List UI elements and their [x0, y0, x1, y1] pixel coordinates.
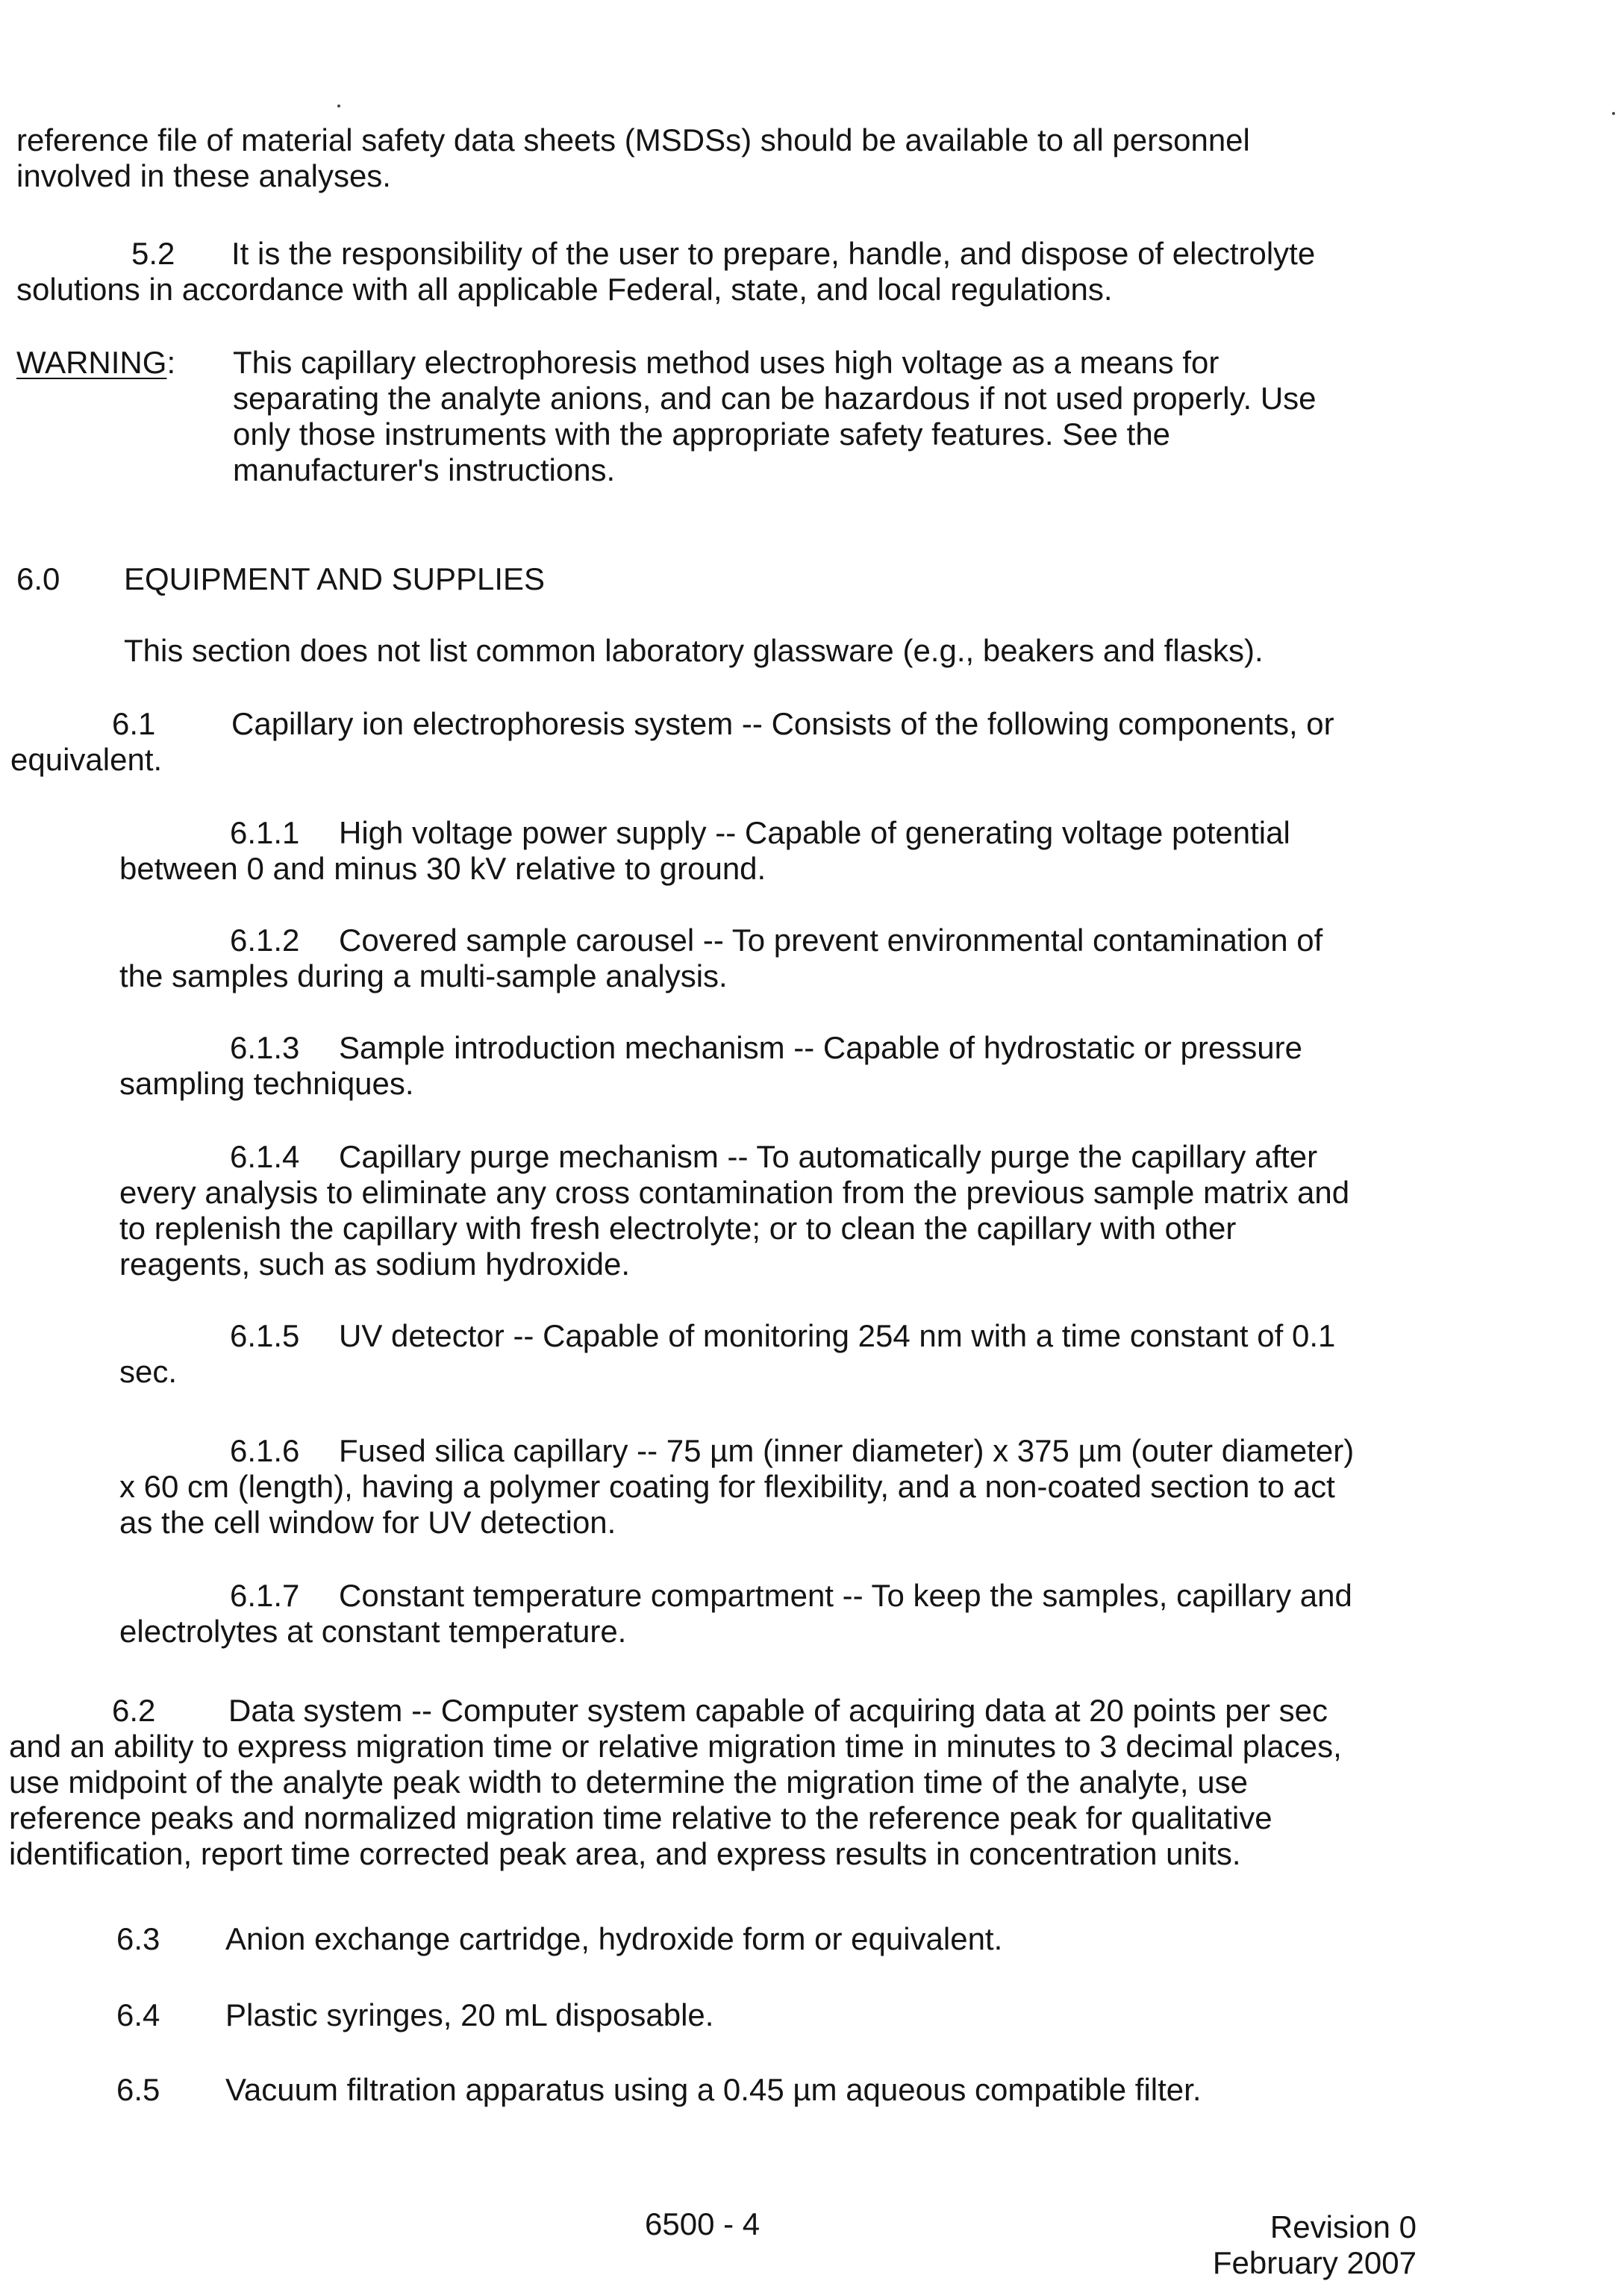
section-number: 6.1.3	[230, 1030, 300, 1065]
paragraph-line: Capillary purge mechanism -- To automatically purge the capillary after	[339, 1139, 1318, 1174]
section-number: 6.1.5	[230, 1318, 300, 1353]
paragraph-line: Plastic syringes, 20 mL disposable.	[225, 1997, 714, 2032]
paragraph-line: sec.	[119, 1354, 178, 1389]
paragraph-line: Data system -- Computer system capable of acquiring data at 20 points per sec	[228, 1693, 1328, 1728]
paragraph-line: to replenish the capillary with fresh electrolyte; or to clean the capillary with other	[119, 1211, 1237, 1246]
page-number: 6500 - 4	[645, 2206, 761, 2241]
revision-label: Revision 0	[1269, 2209, 1417, 2244]
section-number: 6.1	[112, 706, 156, 741]
paragraph-line: as the cell window for UV detection.	[119, 1505, 616, 1540]
section-number: 6.1.6	[230, 1433, 300, 1468]
warning-line: only those instruments with the appropriate safety features. See the	[233, 416, 1171, 452]
section-number: 6.5	[116, 2072, 160, 2107]
paragraph-line: sampling techniques.	[119, 1066, 414, 1101]
paragraph-line: Capillary ion electrophoresis system -- Consists of the following components, or	[231, 706, 1334, 741]
section-number: 6.4	[116, 1997, 160, 2032]
warning-label	[16, 345, 175, 381]
warning-line: This capillary electrophoresis method uses high voltage as a means for	[233, 345, 1219, 380]
paragraph-line: Constant temperature compartment -- To keep the samples, capillary and	[339, 1578, 1352, 1613]
warning-line: manufacturer's instructions.	[233, 452, 616, 487]
section-number: 6.1.1	[230, 815, 300, 850]
intro-line: involved in these analyses.	[16, 158, 391, 193]
warning-line: separating the analyte anions, and can be hazardous if not used properly. Use	[233, 381, 1317, 416]
section-number: 6.2	[112, 1693, 156, 1728]
paragraph-line: use midpoint of the analyte peak width to determine the migration time of the analyte, use	[9, 1764, 1248, 1800]
paragraph-line: Anion exchange cartridge, hydroxide form or equivalent.	[225, 1921, 1003, 1956]
paragraph-line: Covered sample carousel -- To prevent environmental contamination of	[339, 923, 1323, 958]
paragraph-line: reference peaks and normalized migration time relative to the reference peak for qualitative	[9, 1800, 1272, 1835]
paragraph-line: It is the responsibility of the user to prepare, handle, and dispose of electrolyte	[231, 236, 1316, 271]
paragraph-line: reagents, such as sodium hydroxide.	[119, 1246, 631, 1282]
section-intro: This section does not list common laboratory glassware (e.g., beakers and flasks).	[124, 633, 1264, 668]
section-number: 6.1.2	[230, 923, 300, 958]
section-number: 6.0	[16, 561, 60, 596]
paragraph-line: solutions in accordance with all applicable Federal, state, and local regulations.	[16, 272, 1113, 307]
paragraph-line: Vacuum filtration apparatus using a 0.45 µm aqueous compatible filter.	[225, 2072, 1202, 2107]
paragraph-line: x 60 cm (length), having a polymer coating for flexibility, and a non-coated section to act	[119, 1469, 1335, 1504]
section-heading: EQUIPMENT AND SUPPLIES	[124, 561, 546, 596]
section-number: 6.1.7	[230, 1578, 300, 1613]
paragraph-line: electrolytes at constant temperature.	[119, 1614, 627, 1649]
paragraph-line: UV detector -- Capable of monitoring 254 nm with a time constant of 0.1	[339, 1318, 1336, 1353]
scan-speck	[1612, 112, 1615, 115]
section-number: 5.2	[131, 236, 175, 271]
section-number: 6.1.4	[230, 1139, 300, 1174]
warning-colon: :	[166, 345, 176, 380]
section-number: 6.3	[116, 1921, 160, 1956]
scan-speck	[337, 104, 340, 107]
paragraph-line: Sample introduction mechanism -- Capable of hydrostatic or pressure	[339, 1030, 1302, 1065]
paragraph-line: Fused silica capillary -- 75 µm (inner diameter) x 375 µm (outer diameter)	[339, 1433, 1355, 1468]
paragraph-line: High voltage power supply -- Capable of generating voltage potential	[339, 815, 1290, 850]
warning-label-text: WARNING	[16, 345, 167, 380]
revision-date: February 2007	[1212, 2245, 1417, 2280]
paragraph-line: the samples during a multi-sample analysis.	[119, 958, 728, 993]
paragraph-line: equivalent.	[10, 742, 163, 777]
paragraph-line: identification, report time corrected peak area, and express results in concentration units.	[9, 1836, 1241, 1871]
intro-line: reference file of material safety data sheets (MSDSs) should be available to all personnel	[16, 122, 1250, 157]
paragraph-line: and an ability to express migration time or relative migration time in minutes to 3 decimal places,	[9, 1729, 1342, 1764]
paragraph-line: every analysis to eliminate any cross contamination from the previous sample matrix and	[119, 1175, 1350, 1210]
paragraph-line: between 0 and minus 30 kV relative to ground.	[119, 851, 766, 886]
